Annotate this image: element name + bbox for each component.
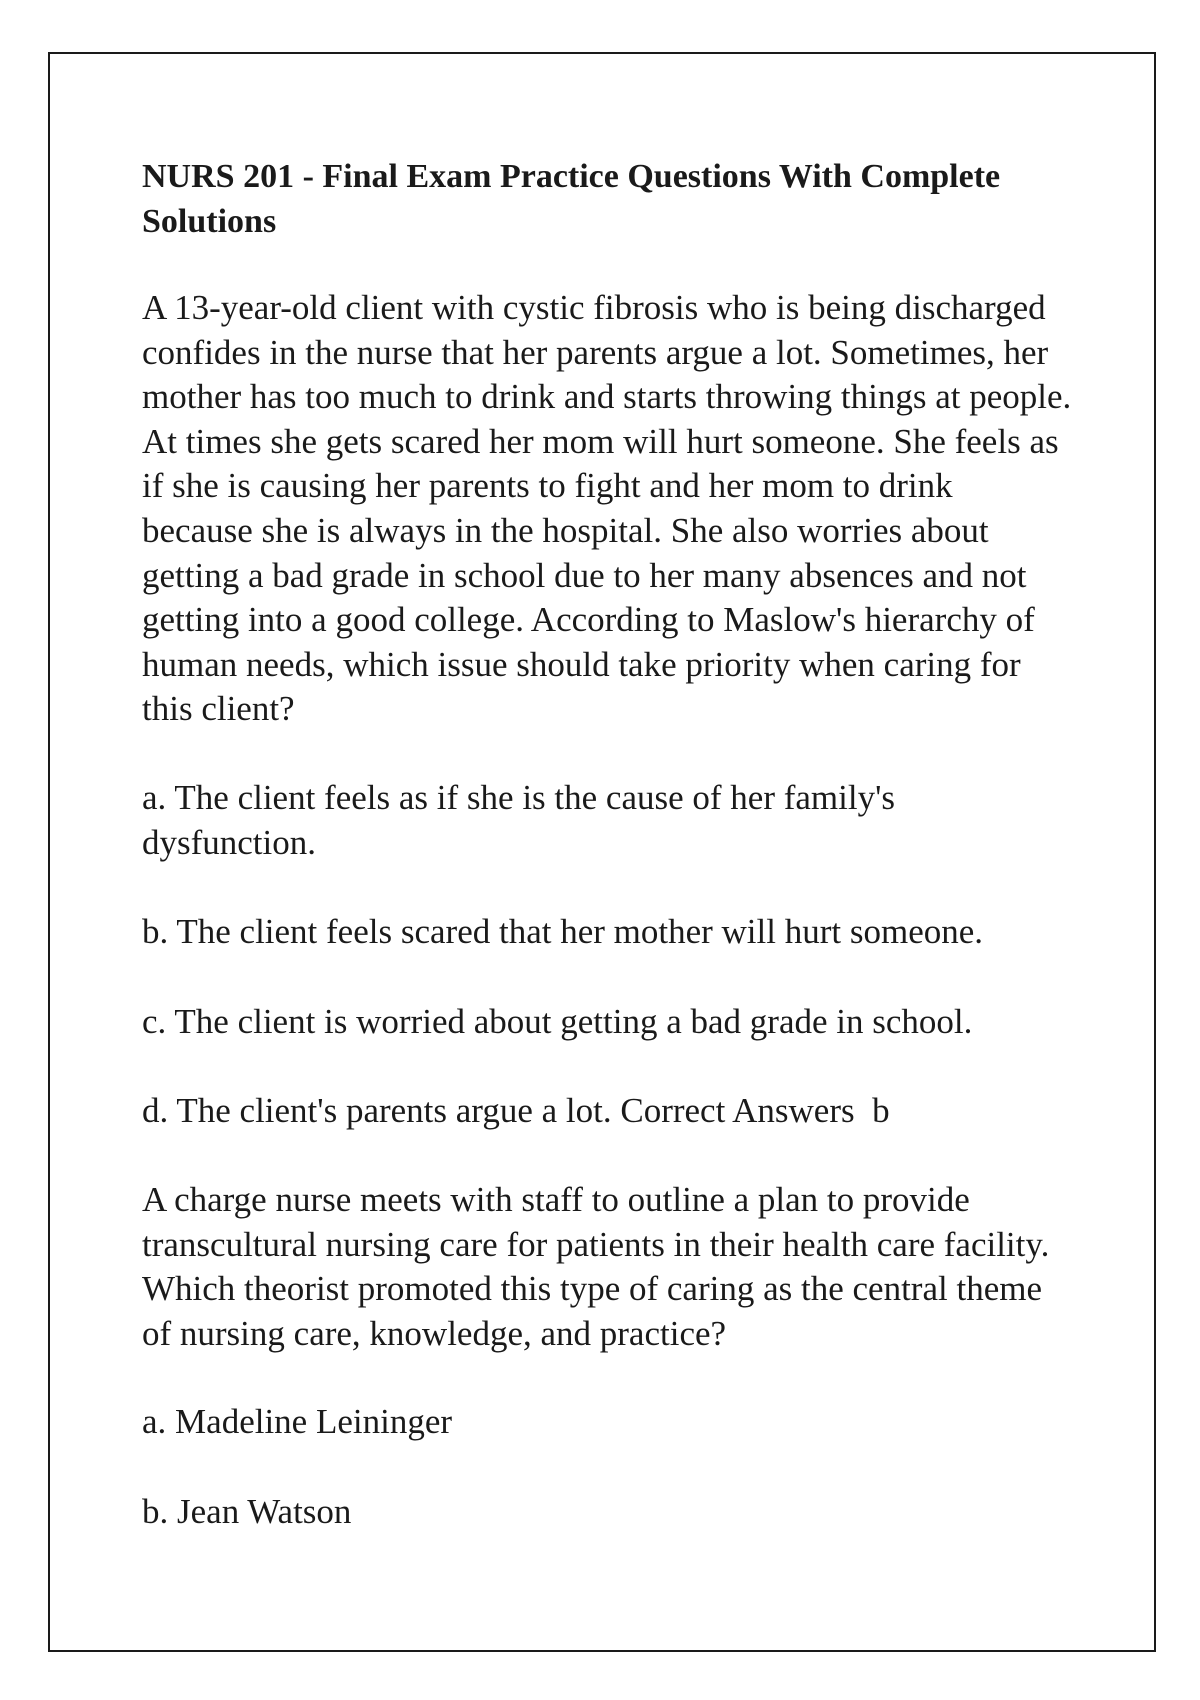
question-1-answer-label: Correct Answers (620, 1091, 855, 1131)
question-1-stem: A 13-year-old client with cystic fibrosis who is being discharged confides in the nurse that her parents argue a lot. Sometimes, her mother has too much to drink and starts throwing things at people. At times she gets scared her mom will hurt someone. She feels as if she is causing her parents to fight and her mom to drink because she is always in the hospital. She also worries about getting a bad grade in school due to her many absences and not getting into a good college. According to Maslow's hierarchy of human needs, which issue should take priority when caring for this client? (142, 288, 1072, 729)
question-1-option-d-with-answer (142, 1089, 1072, 1134)
document-title: NURS 201 - Final Exam Practice Questions With Complete Solutions (142, 158, 1001, 240)
question-2-option-a: a. Madeline Leininger (142, 1402, 453, 1442)
document-body (142, 154, 1072, 1579)
question-2-option-b: b. Jean Watson (142, 1491, 352, 1531)
question-2-stem: A charge nurse meets with staff to outline a plan to provide transcultural nursing care for patients in their health care facility. Which theorist promoted this type of caring as the central theme of nursing care, knowledge, and practice? (142, 1179, 1050, 1353)
question-1-option-a: a. The client feels as if she is the cause of her family's dysfunction. (142, 777, 896, 862)
question-1-option-d: d. The client's parents argue a lot. (142, 1091, 612, 1131)
question-1-option-b: b. The client feels scared that her mother will hurt someone. (142, 912, 984, 952)
question-1-option-c: c. The client is worried about getting a bad grade in school. (142, 1001, 973, 1041)
question-1-answer: b (872, 1091, 890, 1131)
